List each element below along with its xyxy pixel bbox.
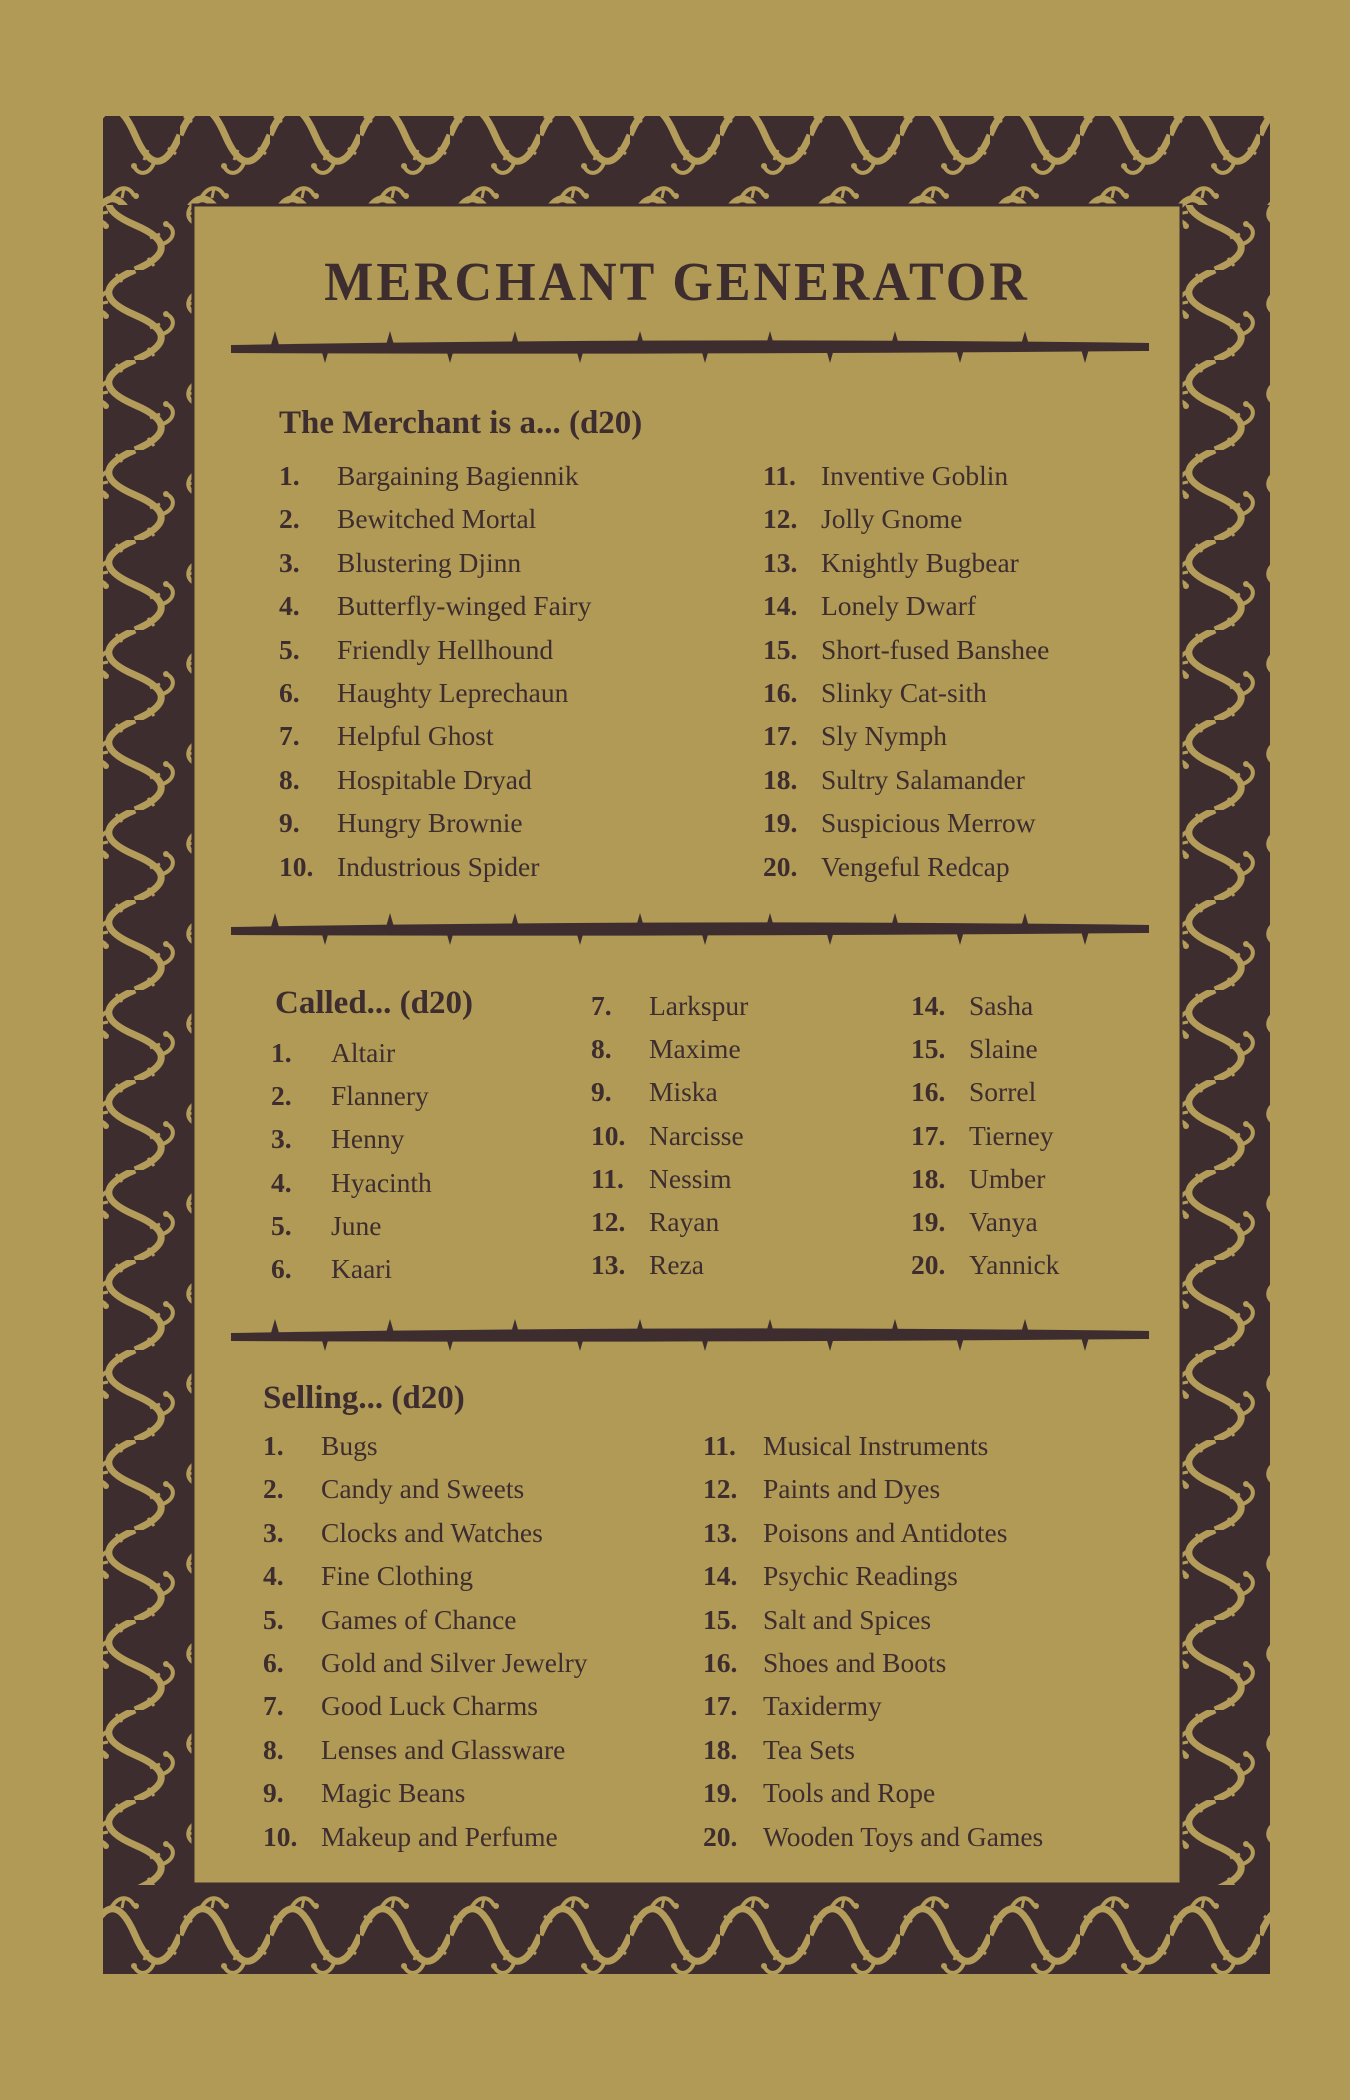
list-item-number: 20.	[911, 1249, 946, 1281]
list-item-text: Hospitable Dryad	[337, 763, 532, 795]
list-item-number: 11.	[703, 1430, 736, 1461]
section-heading-called: Called... (d20)	[275, 985, 473, 1021]
list-item-text: Musical Instruments	[763, 1430, 989, 1461]
list-item-number: 9.	[263, 1777, 284, 1809]
list-item-number: 18.	[911, 1162, 946, 1194]
list-item-number: 11.	[591, 1162, 624, 1194]
list-item	[271, 1210, 432, 1253]
list-item-text: Friendly Hellhound	[337, 633, 554, 665]
list-item	[763, 634, 1049, 677]
list-item-text: Yannick	[969, 1249, 1060, 1281]
list-item	[763, 460, 1049, 503]
list-item	[279, 764, 591, 807]
merchant-list-col-2	[763, 460, 1049, 894]
list-item-text: Gold and Silver Jewelry	[321, 1646, 588, 1678]
list-item-number: 8.	[263, 1733, 284, 1765]
list-item-text: Industrious Spider	[337, 850, 540, 882]
thorn-branch-divider-icon	[231, 907, 1149, 947]
list-item-number: 10.	[591, 1119, 626, 1151]
list-item-number: 1.	[271, 1037, 292, 1068]
list-item-number: 5.	[279, 633, 300, 665]
list-item-text: Helpful Ghost	[337, 720, 494, 752]
list-item	[763, 720, 1049, 763]
thorn-branch-divider-icon	[231, 325, 1149, 365]
list-item-text: Poisons and Antidotes	[763, 1516, 1008, 1548]
list-item	[591, 990, 748, 1033]
list-item-number: 3.	[271, 1123, 292, 1155]
list-item	[271, 1080, 432, 1123]
list-item-text: Hyacinth	[331, 1166, 432, 1198]
list-item-number: 6.	[263, 1646, 284, 1678]
list-item-number: 13.	[703, 1516, 738, 1548]
list-item	[591, 1206, 748, 1249]
list-item-number: 8.	[279, 763, 300, 795]
list-item	[763, 547, 1049, 590]
list-item-text: Miska	[649, 1076, 718, 1108]
list-item	[763, 764, 1049, 807]
list-item-number: 18.	[703, 1733, 738, 1765]
list-item-number: 4.	[279, 590, 300, 622]
list-item	[763, 590, 1049, 633]
content-panel	[193, 205, 1181, 1883]
list-item-text: Altair	[331, 1037, 396, 1068]
list-item-number: 20.	[703, 1820, 738, 1852]
list-item-number: 9.	[279, 807, 300, 839]
list-item-text: Bargaining Bagiennik	[337, 460, 579, 491]
list-item	[263, 1734, 588, 1777]
list-item	[911, 1163, 1059, 1206]
list-item	[911, 1120, 1059, 1163]
list-item	[279, 720, 591, 763]
list-item	[591, 1249, 748, 1292]
list-item-text: Butterfly-winged Fairy	[337, 590, 592, 622]
list-item-text: Jolly Gnome	[821, 503, 963, 535]
list-item-text: Psychic Readings	[763, 1560, 958, 1592]
list-item-number: 7.	[279, 720, 300, 752]
list-item-number: 6.	[279, 676, 300, 708]
list-item-text: Kaari	[331, 1252, 393, 1284]
list-item	[263, 1647, 588, 1690]
list-item-text: June	[331, 1209, 382, 1241]
list-item-text: Paints and Dyes	[763, 1473, 941, 1505]
list-item	[263, 1473, 588, 1516]
list-item-number: 20.	[763, 850, 798, 882]
list-item-number: 17.	[763, 720, 798, 752]
list-item-text: Salt and Spices	[763, 1603, 932, 1635]
list-item	[279, 677, 591, 720]
list-item-text: Shoes and Boots	[763, 1646, 947, 1678]
list-item-text: Bugs	[321, 1430, 378, 1461]
list-item-number: 14.	[911, 990, 946, 1021]
called-list-col-3	[911, 990, 1059, 1292]
list-item-text: Reza	[649, 1249, 704, 1281]
list-item-number: 16.	[763, 676, 798, 708]
list-item-number: 5.	[271, 1209, 292, 1241]
list-item-text: Vengeful Redcap	[821, 850, 1010, 882]
list-item-number: 16.	[911, 1076, 946, 1108]
list-item	[263, 1821, 588, 1864]
list-item	[911, 1249, 1059, 1292]
list-item	[703, 1560, 1043, 1603]
list-item-number: 18.	[763, 763, 798, 795]
list-item-text: Flannery	[331, 1080, 429, 1112]
list-item-text: Rayan	[649, 1205, 720, 1237]
list-item-text: Larkspur	[649, 990, 749, 1021]
list-item	[263, 1604, 588, 1647]
list-item-number: 7.	[591, 990, 612, 1021]
list-item	[263, 1430, 588, 1473]
list-item-number: 10.	[279, 850, 314, 882]
list-item-text: Lenses and Glassware	[321, 1733, 566, 1765]
list-item-text: Wooden Toys and Games	[763, 1820, 1044, 1852]
list-item-text: Bewitched Mortal	[337, 503, 537, 535]
list-item-number: 9.	[591, 1076, 612, 1108]
list-item-number: 12.	[703, 1473, 738, 1505]
list-item	[591, 1120, 748, 1163]
list-item-number: 13.	[591, 1249, 626, 1281]
list-item-text: Games of Chance	[321, 1603, 517, 1635]
list-item-number: 2.	[263, 1473, 284, 1505]
section-heading-selling: Selling... (d20)	[263, 1380, 465, 1416]
list-item-number: 3.	[263, 1516, 284, 1548]
list-item	[911, 1206, 1059, 1249]
list-item	[279, 547, 591, 590]
list-item-number: 2.	[271, 1080, 292, 1112]
list-item	[591, 1163, 748, 1206]
list-item-number: 14.	[763, 590, 798, 622]
list-item	[279, 460, 591, 503]
list-item	[763, 503, 1049, 546]
list-item-text: Umber	[969, 1162, 1046, 1194]
list-item-number: 1.	[263, 1430, 284, 1461]
selling-list-col-1	[263, 1430, 588, 1864]
list-item-text: Short-fused Banshee	[821, 633, 1050, 665]
list-item	[263, 1560, 588, 1603]
list-item	[703, 1821, 1043, 1864]
list-item-number: 7.	[263, 1690, 284, 1722]
list-item-number: 15.	[763, 633, 798, 665]
list-item	[279, 807, 591, 850]
list-item-text: Sorrel	[969, 1076, 1037, 1108]
list-item-number: 12.	[763, 503, 798, 535]
list-item-text: Henny	[331, 1123, 405, 1155]
list-item	[263, 1690, 588, 1733]
list-item-text: Tea Sets	[763, 1733, 856, 1765]
list-item	[279, 634, 591, 677]
list-item-text: Haughty Leprechaun	[337, 676, 569, 708]
list-item-text: Magic Beans	[321, 1777, 466, 1809]
list-item	[271, 1167, 432, 1210]
list-item	[703, 1777, 1043, 1820]
list-item	[263, 1517, 588, 1560]
section-heading-merchant: The Merchant is a... (d20)	[279, 405, 643, 441]
list-item-number: 5.	[263, 1603, 284, 1635]
list-item	[591, 1033, 748, 1076]
list-item	[279, 590, 591, 633]
called-list-col-1	[271, 1037, 432, 1296]
list-item-number: 4.	[263, 1560, 284, 1592]
list-item-text: Sly Nymph	[821, 720, 948, 752]
list-item-text: Taxidermy	[763, 1690, 882, 1722]
list-item-number: 12.	[591, 1205, 626, 1237]
list-item	[703, 1647, 1043, 1690]
list-item-text: Nessim	[649, 1162, 732, 1194]
selling-list-col-2	[703, 1430, 1043, 1864]
list-item-number: 6.	[271, 1252, 292, 1284]
list-item-number: 2.	[279, 503, 300, 535]
list-item-text: Makeup and Perfume	[321, 1820, 558, 1852]
list-item-text: Lonely Dwarf	[821, 590, 977, 622]
list-item-text: Candy and Sweets	[321, 1473, 525, 1505]
page-title: MERCHANT GENERATOR	[324, 252, 1030, 313]
list-item	[763, 851, 1049, 894]
list-item-number: 8.	[591, 1033, 612, 1065]
list-item	[763, 807, 1049, 850]
called-list-col-2	[591, 990, 748, 1292]
list-item	[591, 1076, 748, 1119]
list-item-number: 15.	[911, 1033, 946, 1065]
list-item-number: 17.	[911, 1119, 946, 1151]
list-item-text: Knightly Bugbear	[821, 546, 1019, 578]
list-item-text: Narcisse	[649, 1119, 744, 1151]
list-item-number: 14.	[703, 1560, 738, 1592]
list-item-text: Tools and Rope	[763, 1777, 936, 1809]
list-item-text: Tierney	[969, 1119, 1054, 1151]
list-item	[703, 1604, 1043, 1647]
list-item-text: Suspicious Merrow	[821, 807, 1036, 839]
list-item-number: 19.	[703, 1777, 738, 1809]
list-item-text: Blustering Djinn	[337, 546, 522, 578]
list-item-text: Slaine	[969, 1033, 1038, 1065]
list-item-text: Sultry Salamander	[821, 763, 1025, 795]
list-item	[911, 990, 1059, 1033]
list-item	[911, 1033, 1059, 1076]
list-item-number: 4.	[271, 1166, 292, 1198]
list-item-number: 16.	[703, 1646, 738, 1678]
list-item-number: 17.	[703, 1690, 738, 1722]
list-item	[703, 1690, 1043, 1733]
list-item	[271, 1037, 432, 1080]
list-item	[271, 1123, 432, 1166]
list-item-number: 15.	[703, 1603, 738, 1635]
list-item-number: 19.	[763, 807, 798, 839]
list-item	[703, 1430, 1043, 1473]
list-item-text: Clocks and Watches	[321, 1516, 543, 1548]
list-item-number: 10.	[263, 1820, 298, 1852]
list-item-text: Good Luck Charms	[321, 1690, 538, 1722]
list-item	[263, 1777, 588, 1820]
list-item-text: Inventive Goblin	[821, 460, 1009, 491]
list-item-text: Fine Clothing	[321, 1560, 474, 1592]
thorn-branch-divider-icon	[231, 1313, 1149, 1353]
list-item	[279, 503, 591, 546]
list-item-number: 19.	[911, 1205, 946, 1237]
list-item	[271, 1253, 432, 1296]
list-item-number: 3.	[279, 546, 300, 578]
list-item-text: Vanya	[969, 1205, 1038, 1237]
list-item	[703, 1473, 1043, 1516]
list-item-text: Maxime	[649, 1033, 741, 1065]
list-item	[703, 1734, 1043, 1777]
merchant-list-col-1	[279, 460, 591, 894]
list-item	[763, 677, 1049, 720]
list-item-number: 13.	[763, 546, 798, 578]
list-item	[911, 1076, 1059, 1119]
list-item-text: Sasha	[969, 990, 1034, 1021]
list-item-number: 1.	[279, 460, 300, 491]
list-item-text: Slinky Cat-sith	[821, 676, 987, 708]
list-item	[703, 1517, 1043, 1560]
list-item-number: 11.	[763, 460, 796, 491]
list-item-text: Hungry Brownie	[337, 807, 523, 839]
list-item	[279, 851, 591, 894]
